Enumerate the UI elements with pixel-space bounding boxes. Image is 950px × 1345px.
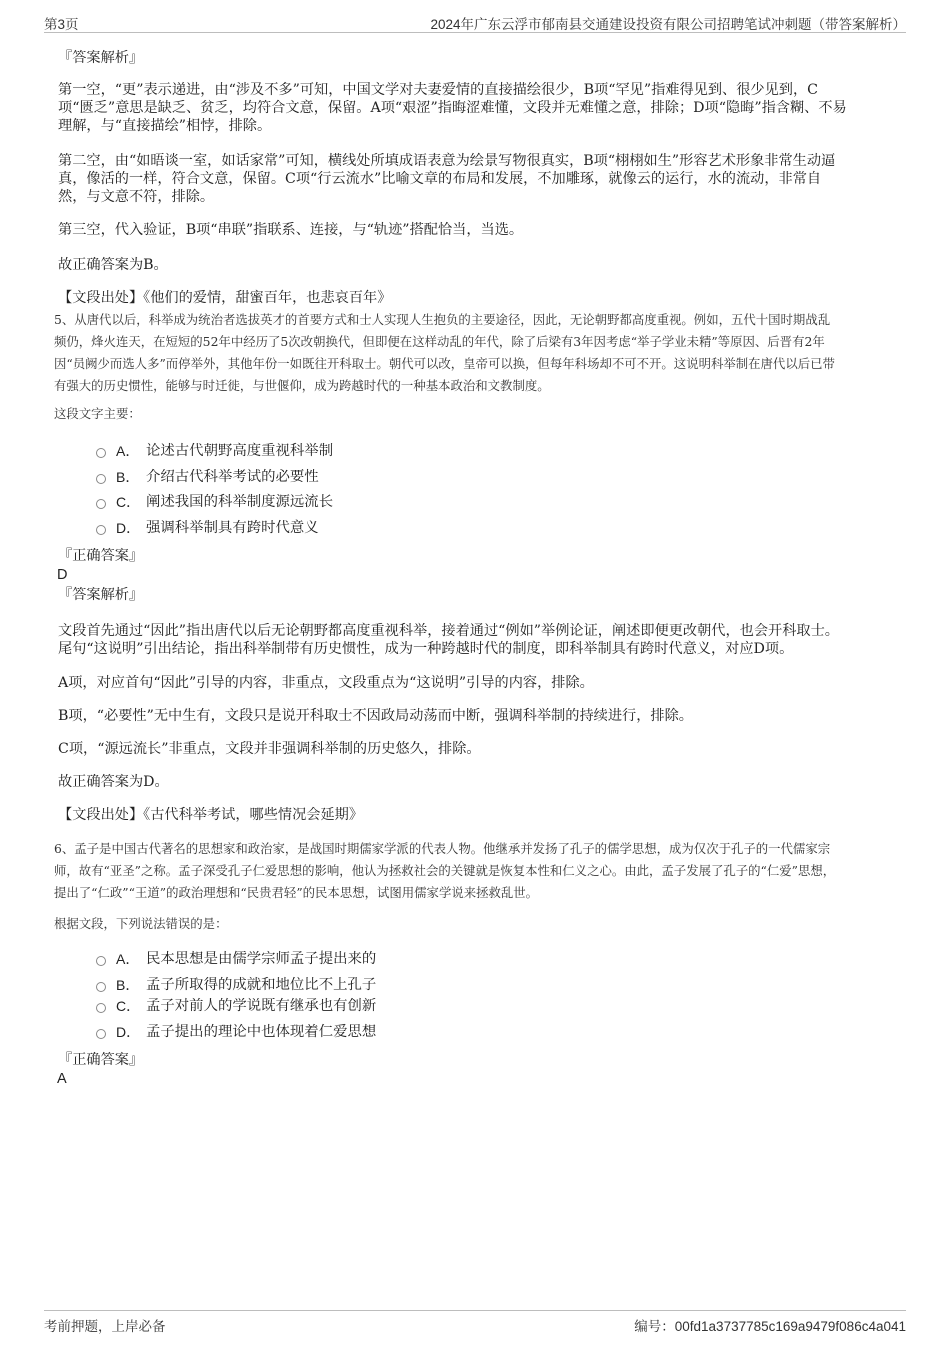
footer-slogan: 考前押题，上岸必备 [44, 1319, 166, 1334]
document-title: 2024年广东云浮市郁南县交通建设投资有限公司招聘笔试冲刺题（带答案解析） [430, 17, 906, 32]
correct-answer: A [57, 1071, 67, 1087]
option-text: 介绍古代科举考试的必要性 [146, 469, 319, 485]
option-text: 民本思想是由儒学宗师孟子提出来的 [146, 951, 377, 967]
analysis-paragraph-1 [58, 622, 839, 658]
question-6-passage [54, 838, 835, 904]
text-line: 理解，与“直接描绘”相悖，排除。 [58, 118, 272, 134]
text-line: 尾句“这说明”引出结论，指出科举制带有历史惯性，成为一种跨越时代的制度，即科举制具有跨时代意义，对应D项。 [58, 641, 794, 657]
analysis-paragraph-3: B项，“必要性”无中生有，文段只是说开科取士不因政局动荡而中断，强调科举制的持续进行，排除。 [58, 708, 693, 724]
text-line: 文段首先通过“因此”指出唐代以后无论朝野都高度重视科举，接着通过“例如”举例论证，阐述即便更改朝代，也会开科取士。 [58, 623, 839, 639]
radio-button[interactable] [96, 1003, 106, 1013]
radio-button[interactable] [96, 982, 106, 992]
text-line: 然，与文意不符，排除。 [58, 189, 215, 205]
analysis-paragraph-2: A项，对应首句“因此”引导的内容，非重点，文段重点为“这说明”引导的内容，排除。 [58, 675, 594, 691]
text-line: 提出了“仁政”“王道”的政治理想和“民贵君轻”的民本思想，试图用儒家学说来拯救乱世。 [54, 885, 539, 900]
option-text: 孟子对前人的学说既有继承也有创新 [146, 998, 377, 1014]
analysis-paragraph-3: 第三空，代入验证，B项“串联”指联系、连接，与“轨迹”搭配恰当，当选。 [58, 222, 524, 238]
radio-button[interactable] [96, 448, 106, 458]
analysis-conclusion: 故正确答案为D。 [58, 774, 169, 790]
option-letter: B． [116, 469, 140, 485]
text-line: 师，故有“亚圣”之称。孟子深受孔子仁爱思想的影响，他认为拯救社会的关键就是恢复本性和仁义之心。由此，孟子发展了孔子的“仁爱”思想， [54, 863, 836, 878]
analysis-paragraph-1 [58, 81, 847, 135]
option-letter: B． [116, 977, 140, 993]
analysis-paragraph-4: C项，“源远流长”非重点，文段并非强调科举制的历史悠久，排除。 [58, 741, 481, 757]
radio-button[interactable] [96, 1029, 106, 1039]
page-footer [44, 1310, 906, 1333]
analysis-label: 『答案解析』 [58, 587, 144, 603]
text-line: 项“匮乏”意思是缺乏、贫乏，均符合文意，保留。A项“艰涩”指晦涩难懂，文段并无难懂之意，排除；D项“隐晦”指含糊、不易 [58, 100, 847, 116]
source-citation: 【文段出处】《古代科举考试，哪些情况会延期》 [58, 807, 364, 823]
correct-answer: D [57, 567, 68, 583]
option-text: 强调科举制具有跨时代意义 [146, 520, 319, 536]
option-letter: A． [116, 443, 140, 459]
option-text: 阐述我国的科举制度源远流长 [146, 494, 334, 510]
text-line: 有强大的历史惯性，能够与时迁徙，与世偃仰，成为跨越时代的一种基本政治和文教制度。 [54, 378, 550, 393]
text-line: 第一空，“更”表示递进，由“涉及不多”可知，中国文学对夫妻爱情的直接描绘很少，B项“罕见”指难得见到、很少见到，C [58, 82, 818, 98]
question-5-passage [54, 309, 835, 397]
radio-button[interactable] [96, 474, 106, 484]
option-letter: D． [116, 520, 141, 536]
question-5-prompt: 这段文字主要： [54, 406, 141, 421]
correct-answer-label: 『正确答案』 [58, 548, 144, 564]
document-code: 编号：00fd1a3737785c169a9479f086c4a041 [634, 1319, 906, 1334]
question-6-prompt: 根据文段，下列说法错误的是： [54, 916, 228, 931]
radio-button[interactable] [96, 525, 106, 535]
page-header [44, 12, 906, 33]
text-line: 因“员阙少而选人多”而停举外，其他年份一如既往开科取士。朝代可以改，皇帝可以换，但每年科场却不可不开。这说明科举制在唐代以后已带 [54, 356, 835, 371]
option-letter: A． [116, 951, 140, 967]
text-line: 5、从唐代以后，科举成为统治者选拔英才的首要方式和士人实现人生抱负的主要途径，因此，无论朝野都高度重视。例如，五代十国时期战乱 [54, 312, 831, 327]
analysis-label: 『答案解析』 [58, 50, 144, 66]
option-letter: D． [116, 1024, 141, 1040]
source-citation: 【文段出处】《他们的爱情，甜蜜百年，也悲哀百年》 [58, 290, 392, 306]
option-text: 孟子提出的理论中也体现着仁爱思想 [146, 1024, 377, 1040]
radio-button[interactable] [96, 499, 106, 509]
text-line: 6、孟子是中国古代著名的思想家和政治家，是战国时期儒家学派的代表人物。他继承并发扬了孔子的儒学思想，成为仅次于孔子的一代儒家宗 [54, 841, 831, 856]
option-text: 论述古代朝野高度重视科举制 [146, 443, 334, 459]
radio-button[interactable] [96, 956, 106, 966]
text-line: 频仍，烽火连天，在短短的52年中经历了5次改朝换代，但即便在这样动乱的年代，除了后梁有3年因考虑“举子学业未精”等原因、后晋有2年 [54, 334, 825, 349]
option-letter: C． [116, 998, 141, 1014]
analysis-paragraph-2 [58, 152, 835, 206]
text-line: 真，像活的一样，符合文意，保留。C项“行云流水”比喻文章的布局和发展，不加雕琢，就像云的运行，水的流动，非常自 [58, 171, 822, 187]
option-text: 孟子所取得的成就和地位比不上孔子 [146, 977, 377, 993]
correct-answer-label: 『正确答案』 [58, 1052, 144, 1068]
analysis-conclusion: 故正确答案为B。 [58, 257, 168, 273]
text-line: 第二空，由“如晤谈一室，如话家常”可知，横线处所填成语表意为绘景写物很真实，B项“栩栩如生”形容艺术形象非常生动逼 [58, 153, 836, 169]
page-number: 第3页 [44, 17, 79, 32]
option-letter: C． [116, 494, 141, 510]
